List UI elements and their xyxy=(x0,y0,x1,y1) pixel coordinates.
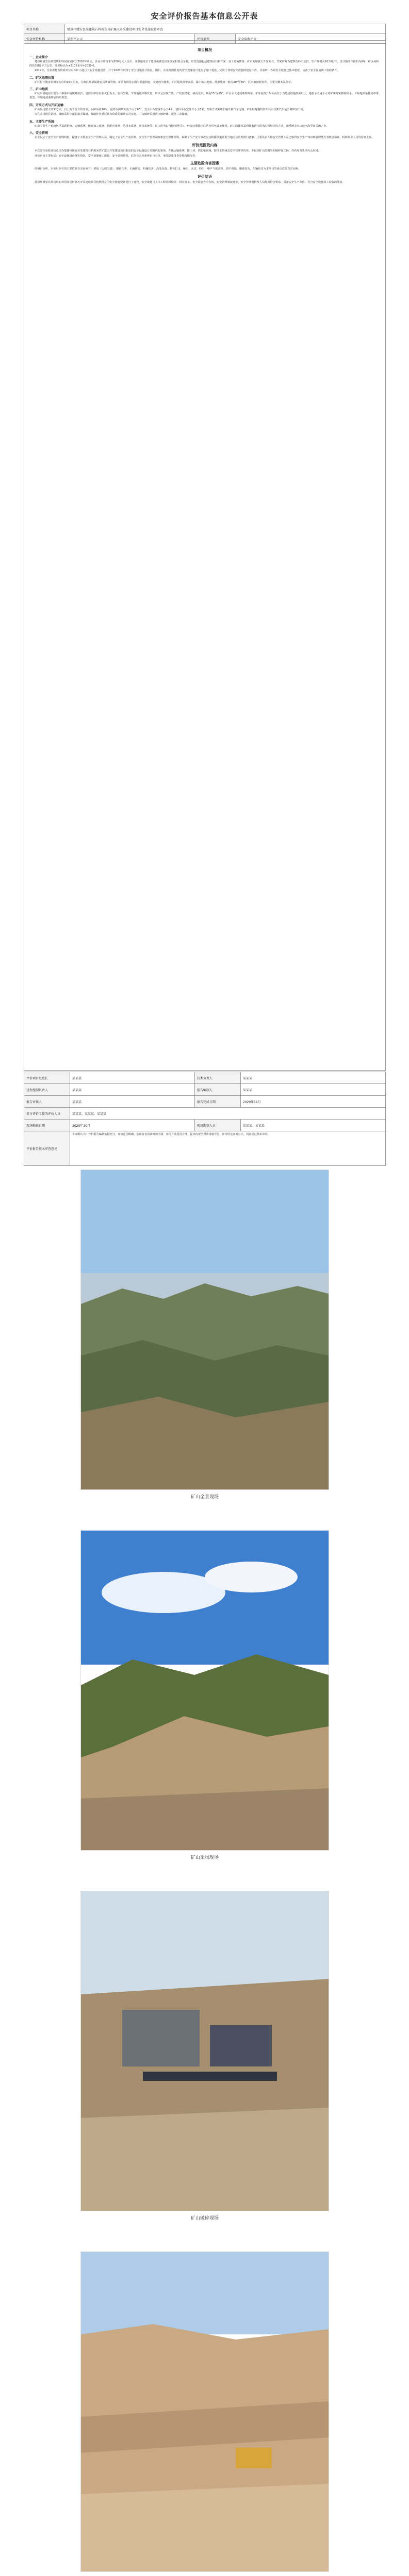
paragraph: 矿山采用露天开采方式，自上而下分台阶开采，台阶高度10米，最终台阶坡面角不大于65°，安全平台宽度不小于4米，清扫平台宽度不小于6米。开拓方式采用公路开拓汽车运输，矿石经挖掘机装车后由自卸汽车运至破碎加工场。 xyxy=(35,108,306,111)
section-heading: 评价范围及内容 xyxy=(192,143,218,147)
detail-row xyxy=(24,1131,386,1166)
detail-label: 技术负责人 xyxy=(194,1072,240,1084)
document-title: 安全评价报告基本信息公开表 xyxy=(151,11,258,21)
detail-value: 2020年10月 xyxy=(70,1120,195,1131)
paragraph: 企业设立了安全生产管理机构，配备了专职安全生产管理人员，制定了安全生产责任制、安全生产管理制度和安全操作规程，编制了生产安全事故应急救援预案并报当地应急管理部门备案。主要负责人和安全管理人员已取得安全生产知识和管理能力考核合格证，特种作业人员均持证上岗。 xyxy=(35,136,374,140)
detail-value: 某某某 xyxy=(70,1072,195,1084)
subsection-heading: 六、安全管理 xyxy=(29,131,48,135)
section-heading: 项目概况 xyxy=(198,48,212,52)
paragraph: 经辨识分析，本项目存在的主要危险有害因素有：坍塌（边坡失稳）、爆破伤害、车辆伤害、机械伤害、高处坠落、物体打击、触电、火灾、粉尘、噪声与振动等。其中坍塌、爆破伤害、车辆伤害为本项目的重点危险有害因素。 xyxy=(35,167,301,171)
photo-section xyxy=(24,1170,386,2576)
subsection-heading: 二、矿区地理位置 xyxy=(29,76,55,80)
photo-caption: 矿山破碎现场 xyxy=(190,2216,219,2221)
detail-row xyxy=(24,1084,386,1096)
photo-caption: 矿山全景现场 xyxy=(190,1495,219,1500)
detail-label: 过程控制负责人 xyxy=(24,1084,70,1096)
detail-summary-text: 专家组认为：评价报告编制依据充分，评价范围明确，危险有害因素辨识全面，评价方法选用合理，提出的安全对策措施可行，评价结论客观公正，同意通过技术审查。 xyxy=(70,1131,386,1166)
paragraph: 2019年，企业委托有资质单位对本矿山进行了安全设施设计，并于2020年取得了安全设施设计批复。随后，企业按照批复的安全设施设计进行了施工建设，完成了各项安全设施的建设工作。目前矿山各项安全设施已基本建成，具备了安全设施竣工验收条件。 xyxy=(35,69,340,73)
paragraph: 楚雄州姚安县某建筑石料用灰岩矿于2010年成立，企业注册资本为200万元人民币，注册地址位于楚雄州姚安县某镇某村委会某村，经营范围包括建筑用石料开采、加工及销售等。矿山采用露天开采方式，开采矿种为建筑石料用灰岩，生产规模为10万吨/年，设计服务年限约为8年。矿区面积约0.0582平方公里，开采标高为+2105米至+2030米。 xyxy=(29,60,379,67)
detail-label: 报告完成日期 xyxy=(194,1096,240,1108)
photo-caption: 矿山采场现场 xyxy=(190,1855,219,1860)
detail-label: 评价项目组组长 xyxy=(24,1072,70,1084)
info-label: 安全评价机构 xyxy=(24,34,65,44)
detail-row xyxy=(24,1120,386,1131)
paragraph: 本次安全验收评价范围为楚雄州姚安县某建筑石料用灰岩矿露天开采建设项目批复的安全设施设计范围内的采场、开拓运输系统、排土场、供配电系统、防排水系统及安全管理等内容。不包括矿山范围外的破碎加工场、炸药库及生活办公区域。 xyxy=(35,149,321,152)
detail-value: 某某某、某某某、某某某 xyxy=(70,1108,386,1120)
detail-label: 现场勘察人员 xyxy=(194,1120,240,1131)
paragraph: 矿山主要生产系统包括采剥系统、运输系统、破碎加工系统、供配电系统、防排水系统、通讯系统等。矿山供电由当地电网引入，经变压器降压后供各用电设备使用。矿山防排水采用截水沟与排水沟相结合的方式，雨季地表水由截水沟导出采场之外。 xyxy=(35,124,329,128)
detail-label: 报告编制人 xyxy=(194,1084,240,1096)
detail-row xyxy=(24,1096,386,1108)
subsection-heading: 三、矿山地质 xyxy=(29,88,48,92)
info-label: 评价类型 xyxy=(195,34,236,44)
site-photo xyxy=(80,1891,329,2211)
detail-label: 报告审核人 xyxy=(24,1096,70,1108)
detail-value: 某某某 xyxy=(240,1072,385,1084)
paragraph: 矿区位于姚安县城某方位约15公里处，行政区划隶属姚安县某镇管辖。矿区有简易公路与县道相连，交通较为便利。矿区地处滇中高原，属中低山地貌，地形坡度一般为20°至35°，区内植被较发育，主要为灌木及杂草。 xyxy=(35,80,294,84)
paragraph: 评价内容主要包括：安全设施设计落实情况、安全设施施工质量、安全管理情况、危险有害因素辨识与分析、事故隐患排查及整改情况等。 xyxy=(35,154,198,158)
section-heading: 评价结论 xyxy=(198,174,212,179)
subsection-heading: 一、企业简介 xyxy=(29,56,48,59)
info-value: 某安评公司 xyxy=(65,34,195,44)
detail-value: 某某某、某某某 xyxy=(240,1120,385,1131)
detail-label: 参与评价工作的评价人员 xyxy=(24,1108,70,1120)
site-photo xyxy=(80,2251,329,2572)
detail-row xyxy=(24,1108,386,1120)
subsection-heading: 四、开采方式与开拓运输 xyxy=(29,103,64,107)
detail-label: 现场勘察日期 xyxy=(24,1120,70,1131)
info-label: 项目名称 xyxy=(24,24,65,34)
section-heading: 主要危险有害因素 xyxy=(190,161,219,166)
info-row xyxy=(24,24,386,34)
report-body-panel xyxy=(24,40,386,1071)
info-value: 安全验收评价 xyxy=(236,34,386,44)
detail-label: 评价报告技术审查意见 xyxy=(24,1131,70,1166)
paragraph: 矿区出露地层主要为三叠系中统碳酸盐岩，岩性以中厚层状灰岩为主，岩石坚硬，节理裂隙中等发育。矿体呈层状产出，产状较稳定，倾向北东，倾角15°至25°。矿区水文地质条件简单，矿床最低开采标高位于当地侵蚀基准面以上，地表水及地下水对矿床开采影响较小。工程地质条件属中等类型，环境地质条件属简单类型。 xyxy=(29,92,379,99)
paragraph: 穿孔采用潜孔钻机，爆破采用中深孔微差爆破，爆破作业委托具有资质的爆破公司实施。二次破碎采用液压破碎锤，避免二次爆破。 xyxy=(35,113,190,116)
site-photo xyxy=(80,1530,329,1851)
paragraph: 楚雄州姚安县某建筑石料用灰岩矿露天开采建设项目按照批复的安全设施设计进行了建设，安全设施与主体工程同时设计、同时施工，安全设施齐全有效，安全管理制度健全，安全管理机构及人员配备符合要求，具备安全生产条件，符合安全设施竣工验收的要求。 xyxy=(35,180,345,184)
detail-value: 某某某 xyxy=(70,1096,195,1108)
site-photo xyxy=(80,1170,329,1490)
info-value: 楚雄州姚安县某建筑石料用灰岩矿露天开采建设项目安全设施设计审查 xyxy=(65,24,386,34)
detail-value: 2020年11月 xyxy=(240,1096,385,1108)
detail-value: 某某某 xyxy=(70,1084,195,1096)
detail-table xyxy=(24,1072,386,1166)
subsection-heading: 五、主要生产系统 xyxy=(29,120,55,124)
detail-value: 某某某 xyxy=(240,1084,385,1096)
detail-row xyxy=(24,1072,386,1084)
